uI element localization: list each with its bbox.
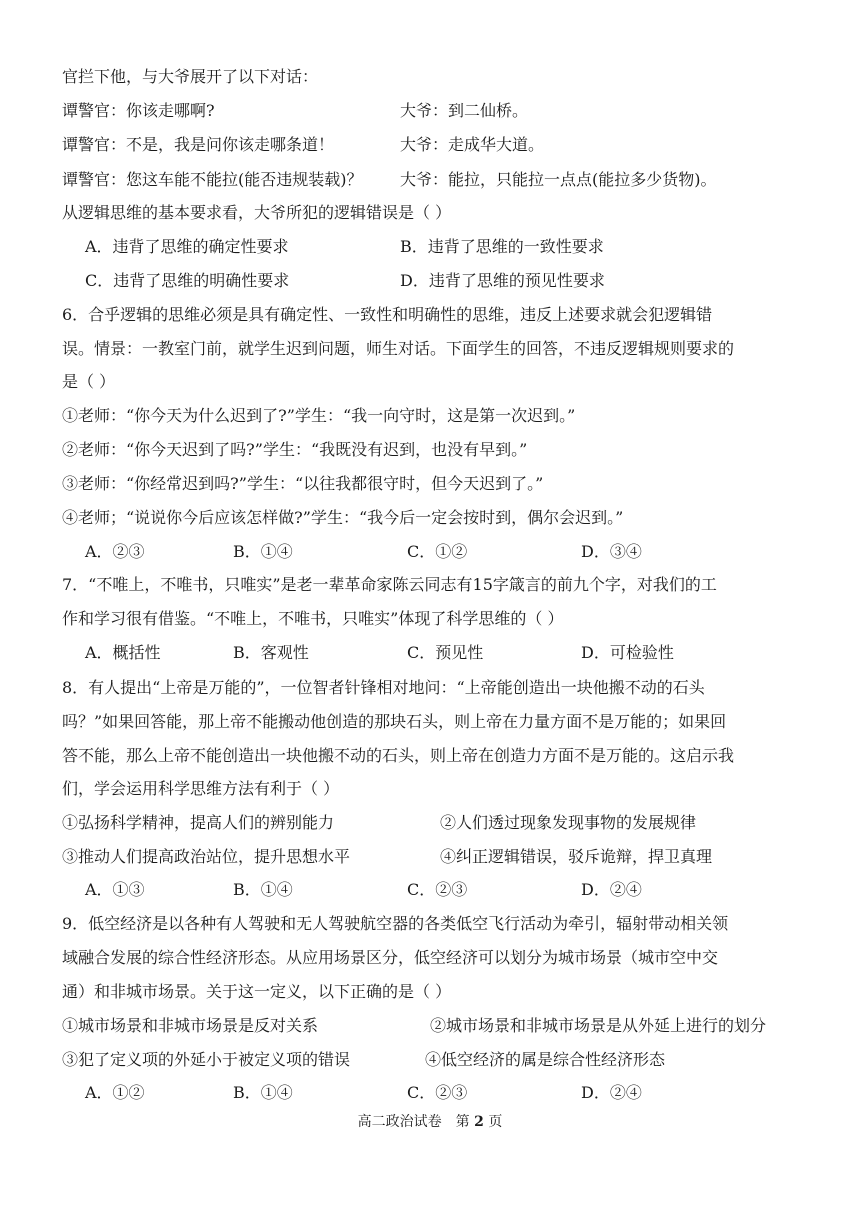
q7-option-b: B．客观性: [233, 643, 309, 662]
page-footer: [0, 1113, 860, 1131]
q5-dialog-officer-3: 谭警官：您这车能不能拉(能否违规装载)？: [62, 170, 363, 189]
q8-option-c: C．②③: [407, 880, 468, 899]
q6-stem-line-3: 是（ ）: [62, 372, 116, 391]
page-number: 2: [474, 1114, 484, 1130]
q6-item-2: ②老师：“你今天迟到了吗?”学生：“我既没有迟到，也没有早到。”: [62, 440, 528, 459]
q6-option-b: B．①④: [233, 542, 293, 561]
q8-stem-line-4: 们，学会运用科学思维方法有利于（ ）: [62, 779, 340, 798]
q7-option-d: D．可检验性: [581, 643, 674, 662]
q8-item-4: ④纠正逻辑错误，驳斥诡辩，捍卫真理: [440, 847, 713, 866]
q9-item-2: ②城市场景和非城市场景是从外延上进行的划分: [430, 1016, 767, 1035]
q8-item-1: ①弘扬科学精神，提高人们的辨别能力: [62, 813, 335, 832]
q5-dialog-officer-1: 谭警官：你该走哪啊?: [62, 101, 215, 120]
q9-option-d: D．②④: [581, 1083, 642, 1102]
q7-option-a: A．概括性: [85, 643, 161, 662]
q9-option-c: C．②③: [407, 1083, 468, 1102]
q7-stem-line-2: 作和学习很有借鉴。“不唯上，不唯书，只唯实”体现了科学思维的（ ）: [62, 609, 564, 628]
q6-stem-line-1: 6．合乎逻辑的思维必须是具有确定性、一致性和明确性的思维，违反上述要求就会犯逻辑错: [62, 305, 713, 324]
q5-option-c: C．违背了思维的明确性要求: [85, 271, 290, 290]
q8-stem-line-2: 吗？”如果回答能，那上帝不能搬动他创造的那块石头，则上帝在力量方面不是万能的；如果回: [62, 712, 727, 731]
q7-option-c: C．预见性: [407, 643, 484, 662]
q9-item-1: ①城市场景和非城市场景是反对关系: [62, 1016, 319, 1035]
q9-item-4: ④低空经济的属是综合性经济形态: [425, 1050, 666, 1069]
q5-dialog-officer-2: 谭警官：不是，我是问你该走哪条道！: [62, 135, 335, 154]
q5-option-d: D．违背了思维的预见性要求: [400, 271, 605, 290]
q5-option-b: B．违背了思维的一致性要求: [400, 237, 604, 256]
footer-suffix: 页: [483, 1114, 503, 1130]
q9-stem-line-3: 通）和非城市场景。关于这一定义，以下正确的是（ ）: [62, 982, 452, 1001]
q6-stem-line-2: 误。情景：一教室门前，就学生迟到问题，师生对话。下面学生的回答，不违反逻辑规则要求的: [62, 339, 735, 358]
q5-dialog-elder-3: 大爷：能拉，只能拉一点点(能拉多少货物)。: [400, 170, 717, 189]
q9-option-a: A．①②: [85, 1083, 145, 1102]
q6-option-a: A．②③: [85, 542, 145, 561]
q5-option-a: A．违背了思维的确定性要求: [85, 237, 289, 256]
q8-item-2: ②人们透过现象发现事物的发展规律: [440, 813, 697, 832]
q6-item-1: ①老师：“你今天为什么迟到了?”学生：“我一向守时，这是第一次迟到。”: [62, 406, 576, 425]
q8-item-3: ③推动人们提高政治站位，提升思想水平: [62, 847, 351, 866]
q8-option-b: B．①④: [233, 880, 293, 899]
q9-item-3: ③犯了定义项的外延小于被定义项的错误: [62, 1050, 351, 1069]
q6-item-4: ④老师；“说说你今后应该怎样做?”学生：“我今后一定会按时到，偶尔会迟到。”: [62, 508, 624, 527]
q8-option-a: A．①③: [85, 880, 145, 899]
q9-option-b: B．①④: [233, 1083, 293, 1102]
q9-stem-line-2: 域融合发展的综合性经济形态。从应用场景区分，低空经济可以划分为城市场景（城市空中交: [62, 948, 719, 967]
q6-item-3: ③老师：“你经常迟到吗?”学生：“以往我都很守时，但今天迟到了。”: [62, 474, 544, 493]
q6-option-c: C．①②: [407, 542, 468, 561]
q8-option-d: D．②④: [581, 880, 642, 899]
q8-stem-line-1: 8．有人提出“上帝是万能的”，一位智者针锋相对地问：“上帝能创造出一块他搬不动的石头: [62, 678, 705, 697]
q7-stem-line-1: 7．“不唯上，不唯书，只唯实”是老一辈革命家陈云同志有15字箴言的前九个字，对我们的工: [62, 575, 717, 594]
q5-intro: 官拦下他，与大爷展开了以下对话：: [62, 67, 319, 86]
q5-question: 从逻辑思维的基本要求看，大爷所犯的逻辑错误是（ ）: [62, 203, 452, 222]
q8-stem-line-3: 答不能，那么上帝不能创造出一块他搬不动的石头，则上帝在创造力方面不是万能的。这启示我: [62, 746, 735, 765]
footer-prefix: 高二政治试卷 第: [357, 1114, 475, 1130]
q5-dialog-elder-2: 大爷：走成华大道。: [400, 135, 545, 154]
q9-stem-line-1: 9．低空经济是以各种有人驾驶和无人驾驶航空器的各类低空飞行活动为牵引，辐射带动相关领: [62, 914, 729, 933]
q6-option-d: D．③④: [581, 542, 642, 561]
q5-dialog-elder-1: 大爷：到二仙桥。: [400, 101, 529, 120]
